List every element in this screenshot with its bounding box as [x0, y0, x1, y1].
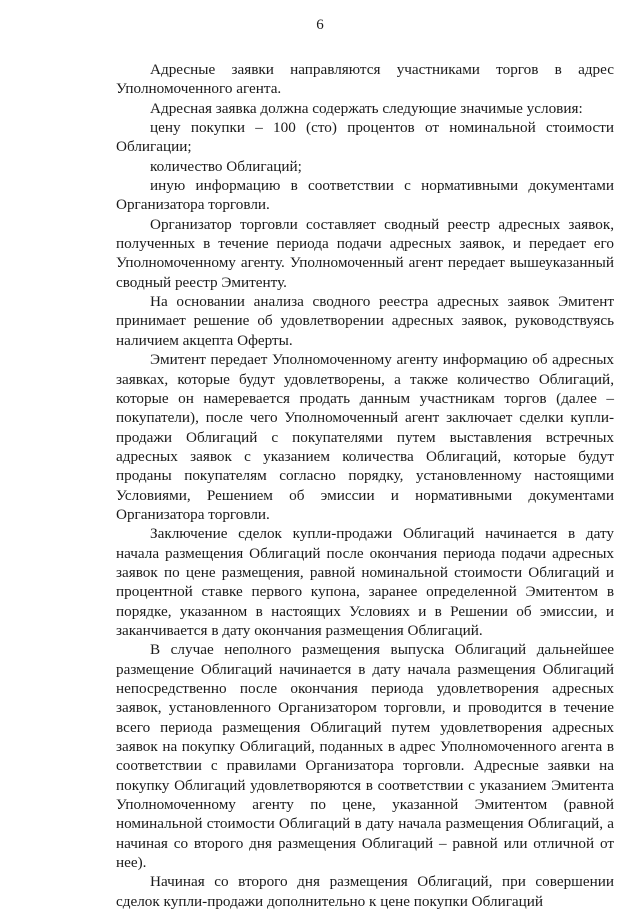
paragraph: Эмитент передает Уполномоченному агенту информацию об адресных заявках, которые будут удовлетворены, а также количество Облигаций, которые он намеревается продать данным участникам торгов (далее – покупатели), после чего Уполномоченный агент заключает сделки купли-продажи Облигаций с покупателями путем выставления встречных адресных заявок с указанием количества Облигаций, которые будут проданы покупателям согласно порядку, установленному настоящими Условиями, Решением об эмиссии и нормативными документами Организатора торговли. — [116, 351, 614, 523]
paragraph: цену покупки – 100 (сто) процентов от номинальной стоимости Облигации; — [116, 119, 614, 156]
paragraph: количество Облигаций; — [150, 157, 302, 175]
paragraph: Заключение сделок купли-продажи Облигаций начинается в дату начала размещения Облигаций после окончания периода подачи адресных заявок по цене размещения, равной номинальной стоимости Облигаций и процентной ставке первого купона, заранее определенной Эмитентом в порядке, указанном в настоящих Условиях и в Решении об эмиссии, и заканчивается в дату окончания размещения Облигаций. — [116, 525, 614, 639]
paragraph: На основании анализа сводного реестра адресных заявок Эмитент принимает решение об удовлетворении адресных заявок, руководствуясь наличием акцепта Оферты. — [116, 293, 614, 349]
paragraph: Начиная со второго дня размещения Облигаций, при совершении сделок купли-продажи дополнительно к цене покупки Облигаций — [116, 873, 614, 910]
paragraph: Адресные заявки направляются участниками торгов в адрес Уполномоченного агента. — [116, 61, 614, 98]
paragraph: Адресная заявка должна содержать следующие значимые условия: — [150, 99, 583, 117]
paragraph: В случае неполного размещения выпуска Облигаций дальнейшее размещение Облигаций начинается в дату начала размещения Облигаций непосредственно после окончания периода удовлетворения адресных заявок, установленного Организатором торговли, и проводится в течение всего периода размещения Облигаций путем удовлетворения адресных заявок на покупку Облигаций, поданных в адрес Уполномоченного агента в соответствии с правилами Организатора торговли. Адресные заявки на покупку Облигаций удовлетворяются в соответствии с указанием Эмитента Уполномоченному агенту по цене, указанной Эмитентом (равной номинальной стоимости Облигаций в дату начала размещения Облигаций, а начиная со второго дня размещения Облигаций – равной или отличной от нее). — [116, 641, 614, 872]
paragraph: иную информацию в соответствии с нормативными документами Организатора торговли. — [116, 177, 614, 214]
document-body — [116, 60, 614, 911]
paragraph: Организатор торговли составляет сводный реестр адресных заявок, полученных в течение периода подачи адресных заявок, и передает его Уполномоченному агенту. Уполномоченный агент передает вышеуказанный сводный реестр Эмитенту. — [116, 215, 614, 291]
page-number: 6 — [316, 17, 324, 33]
